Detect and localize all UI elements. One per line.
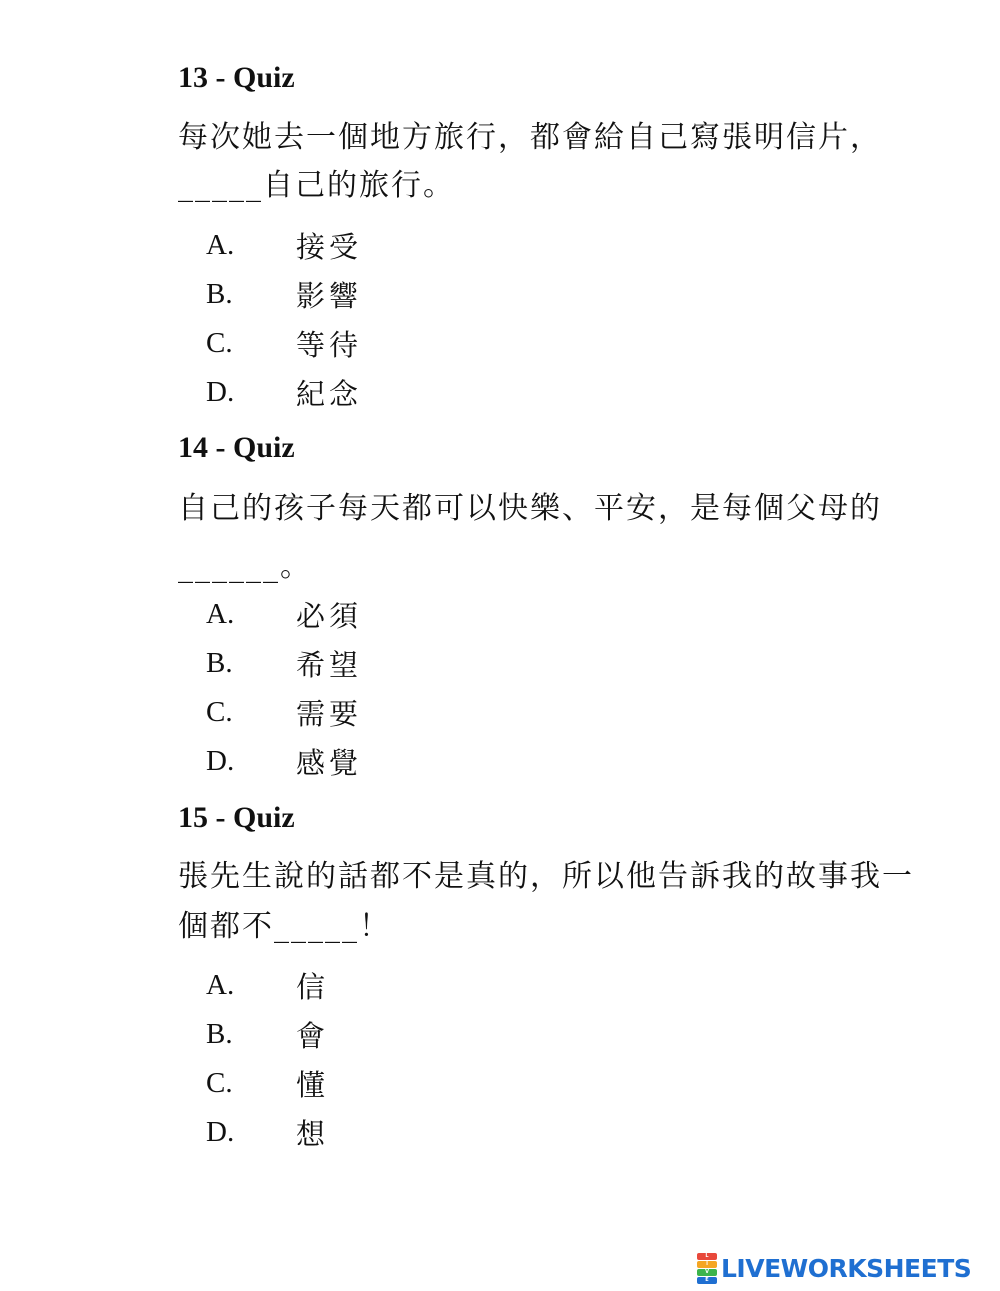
logo-mark-icon — [697, 1253, 717, 1283]
option-b[interactable] — [206, 1010, 329, 1059]
option-letter: C. — [206, 696, 233, 728]
options-list — [206, 961, 329, 1157]
logo-mark-block: V — [697, 1269, 717, 1276]
quiz-14 — [178, 430, 938, 780]
option-text: 懂 — [296, 1068, 330, 1102]
quiz-heading: 15 - Quiz — [178, 801, 295, 834]
option-c[interactable] — [206, 688, 362, 737]
option-letter: D. — [206, 376, 235, 408]
option-text: 等待 — [296, 328, 363, 362]
question-line: _____自己的旅行。 — [178, 168, 455, 203]
options-list — [206, 590, 362, 786]
quiz-heading: 13 - Quiz — [178, 61, 295, 94]
option-c[interactable] — [206, 1059, 329, 1108]
option-text: 感覺 — [296, 746, 363, 780]
option-c[interactable] — [206, 319, 362, 368]
option-text: 接受 — [296, 230, 363, 264]
options-list — [206, 221, 362, 417]
logo-text: LIVEWORKSHEETS — [721, 1253, 972, 1283]
option-letter: B. — [206, 647, 233, 679]
quiz-heading: 14 - Quiz — [178, 431, 295, 464]
question-text — [178, 480, 938, 596]
option-d[interactable] — [206, 368, 362, 417]
option-b[interactable] — [206, 639, 362, 688]
option-letter: A. — [206, 969, 235, 1001]
option-a[interactable] — [206, 221, 362, 270]
option-text: 紀念 — [296, 377, 363, 411]
option-text: 信 — [296, 970, 330, 1004]
question-line: 每次她去一個地方旅行，都會給自己寫張明信片， — [178, 120, 882, 155]
question-line: ______。 — [178, 549, 312, 584]
question-line: 自己的孩子每天都可以快樂、平安，是每個父母的 — [178, 491, 882, 526]
question-text — [178, 114, 938, 210]
option-text: 想 — [296, 1117, 330, 1151]
option-a[interactable] — [206, 590, 362, 639]
option-a[interactable] — [206, 961, 329, 1010]
option-text: 希望 — [296, 648, 363, 682]
option-letter: B. — [206, 278, 233, 310]
option-letter: A. — [206, 598, 235, 630]
option-text: 需要 — [296, 697, 363, 731]
option-b[interactable] — [206, 270, 362, 319]
option-letter: A. — [206, 229, 235, 261]
option-d[interactable] — [206, 1108, 329, 1157]
logo-mark-block: L — [697, 1253, 717, 1260]
liveworksheets-logo — [697, 1253, 971, 1283]
option-letter: D. — [206, 745, 235, 777]
question-line: 張先生說的話都不是真的，所以他告訴我的故事我一 — [178, 859, 914, 894]
quiz-13 — [178, 60, 938, 411]
question-line: 個都不_____！ — [178, 909, 391, 944]
option-letter: C. — [206, 1067, 233, 1099]
quiz-15 — [178, 800, 938, 1151]
option-letter: B. — [206, 1018, 233, 1050]
option-d[interactable] — [206, 737, 362, 786]
logo-mark-block: I — [697, 1261, 717, 1268]
logo-mark-block: E — [697, 1277, 717, 1284]
option-letter: C. — [206, 327, 233, 359]
option-text: 必須 — [296, 599, 363, 633]
question-text — [178, 852, 938, 952]
option-text: 影響 — [296, 279, 363, 313]
option-text: 會 — [296, 1019, 330, 1053]
option-letter: D. — [206, 1116, 235, 1148]
